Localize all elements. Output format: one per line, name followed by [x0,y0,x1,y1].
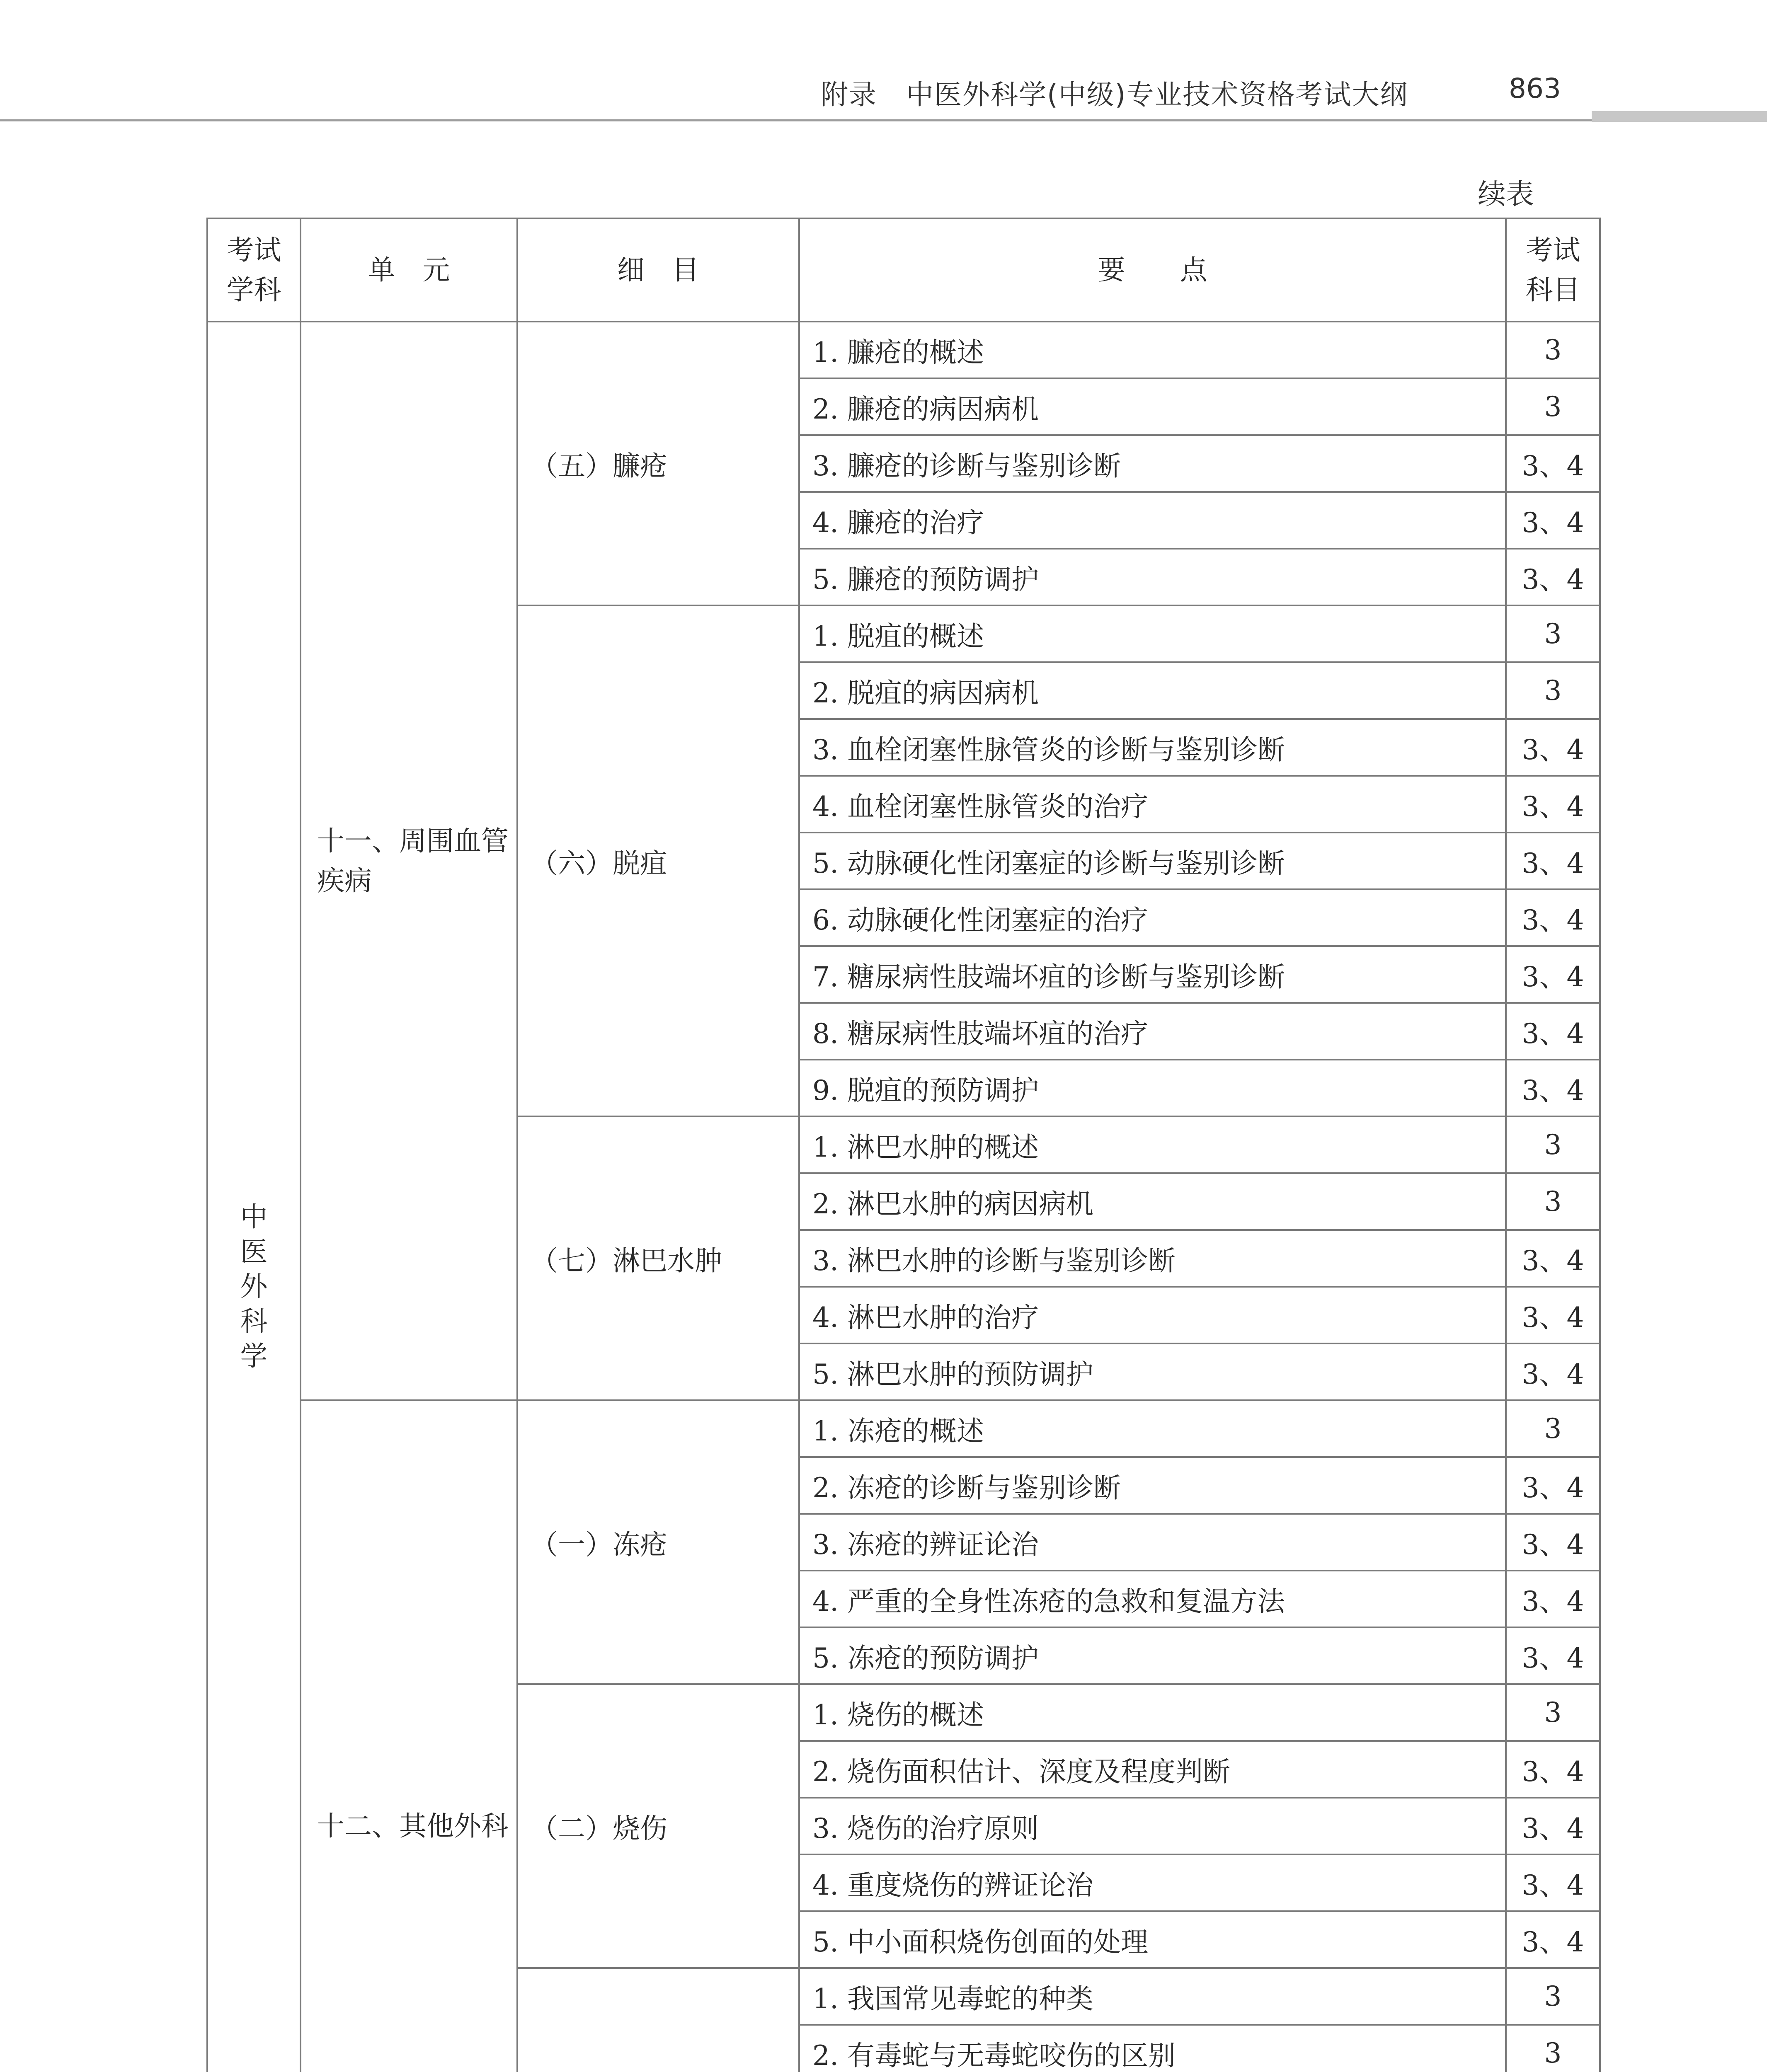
exam-code-cell: 3、4 [1506,1627,1600,1684]
point-cell: 3. 血栓闭塞性脉管炎的诊断与鉴别诊断 [799,719,1506,776]
point-cell: 1. 淋巴水肿的概述 [799,1116,1506,1173]
point-cell: 4. 臁疮的治疗 [799,492,1506,549]
subject-cell [207,322,301,2072]
col-header-subject: 考试学科 [207,218,301,322]
table-row [207,1400,1600,1457]
point-cell: 5. 淋巴水肿的预防调护 [799,1343,1506,1400]
point-cell: 2. 淋巴水肿的病因病机 [799,1173,1506,1230]
point-cell: 4. 严重的全身性冻疮的急救和复温方法 [799,1571,1506,1627]
header-section: 附录 [821,79,877,111]
running-header [821,73,1408,112]
point-cell: 1. 脱疽的概述 [799,605,1506,662]
detail-cell: （二）烧伤 [517,1684,799,1968]
exam-code-cell: 3、4 [1506,1741,1600,1798]
col-header-unit: 单 元 [301,218,517,322]
detail-cell: （七）淋巴水肿 [517,1116,799,1400]
table-row [207,322,1600,378]
exam-code-cell: 3、4 [1506,1514,1600,1571]
exam-code-cell: 3、4 [1506,1287,1600,1343]
table-header-row [207,218,1600,322]
point-cell: 3. 淋巴水肿的诊断与鉴别诊断 [799,1230,1506,1287]
point-cell: 8. 糖尿病性肢端坏疽的治疗 [799,1003,1506,1060]
point-cell: 5. 中小面积烧伤创面的处理 [799,1911,1506,1968]
col-header-detail: 细 目 [517,218,799,322]
exam-code-cell: 3、4 [1506,1854,1600,1911]
point-cell: 9. 脱疽的预防调护 [799,1060,1506,1116]
exam-code-cell: 3 [1506,1400,1600,1457]
exam-code-cell: 3 [1506,605,1600,662]
point-cell: 5. 动脉硬化性闭塞症的诊断与鉴别诊断 [799,833,1506,889]
exam-code-cell: 3 [1506,1173,1600,1230]
header-rule-accent [1592,111,1767,122]
detail-cell: （五）臁疮 [517,322,799,605]
exam-code-cell: 3 [1506,1684,1600,1741]
exam-code-cell: 3、4 [1506,1003,1600,1060]
header-title: 中医外科学(中级)专业技术资格考试大纲 [906,79,1408,111]
point-cell: 5. 冻疮的预防调护 [799,1627,1506,1684]
exam-code-cell: 3、4 [1506,1911,1600,1968]
exam-code-cell: 3、4 [1506,1457,1600,1514]
point-cell: 3. 臁疮的诊断与鉴别诊断 [799,435,1506,492]
header-rule [0,119,1592,121]
exam-code-cell: 3、4 [1506,719,1600,776]
exam-code-cell: 3 [1506,1968,1600,2025]
point-cell: 4. 血栓闭塞性脉管炎的治疗 [799,776,1506,833]
exam-code-cell: 3 [1506,2025,1600,2072]
exam-code-cell: 3 [1506,322,1600,378]
col-header-code: 考试科目 [1506,218,1600,322]
exam-code-cell: 3、4 [1506,1343,1600,1400]
subject-label: 中医外科学 [240,1201,268,1372]
exam-code-cell: 3、4 [1506,1230,1600,1287]
point-cell: 3. 烧伤的治疗原则 [799,1798,1506,1854]
point-cell: 6. 动脉硬化性闭塞症的治疗 [799,889,1506,946]
exam-code-cell: 3、4 [1506,946,1600,1003]
exam-code-cell: 3、4 [1506,1798,1600,1854]
point-cell: 2. 烧伤面积估计、深度及程度判断 [799,1741,1506,1798]
point-cell: 2. 脱疽的病因病机 [799,662,1506,719]
point-cell: 5. 臁疮的预防调护 [799,549,1506,605]
detail-cell: （六）脱疽 [517,605,799,1116]
exam-code-cell: 3、4 [1506,1571,1600,1627]
table-body [207,322,1600,2072]
unit-cell: 十二、其他外科 [301,1400,517,2072]
exam-code-cell: 3、4 [1506,549,1600,605]
exam-code-cell: 3 [1506,662,1600,719]
unit-cell: 十一、周围血管疾病 [301,322,517,1400]
point-cell: 2. 臁疮的病因病机 [799,378,1506,435]
exam-code-cell: 3、4 [1506,776,1600,833]
point-cell: 1. 我国常见毒蛇的种类 [799,1968,1506,2025]
exam-code-cell: 3、4 [1506,492,1600,549]
point-cell: 4. 重度烧伤的辨证论治 [799,1854,1506,1911]
exam-code-cell: 3 [1506,1116,1600,1173]
point-cell: 1. 烧伤的概述 [799,1684,1506,1741]
col-header-point: 要 点 [799,218,1506,322]
point-cell: 2. 有毒蛇与无毒蛇咬伤的区别 [799,2025,1506,2072]
point-cell: 4. 淋巴水肿的治疗 [799,1287,1506,1343]
continued-label: 续表 [1478,178,1534,211]
exam-code-cell: 3、4 [1506,889,1600,946]
detail-cell [517,1968,799,2072]
exam-code-cell: 3、4 [1506,833,1600,889]
point-cell: 1. 臁疮的概述 [799,322,1506,378]
detail-cell: （一）冻疮 [517,1400,799,1684]
point-cell: 3. 冻疮的辨证论治 [799,1514,1506,1571]
point-cell: 1. 冻疮的概述 [799,1400,1506,1457]
point-cell: 2. 冻疮的诊断与鉴别诊断 [799,1457,1506,1514]
syllabus-table [206,218,1601,2072]
point-cell: 7. 糖尿病性肢端坏疽的诊断与鉴别诊断 [799,946,1506,1003]
exam-code-cell: 3 [1506,378,1600,435]
exam-code-cell: 3、4 [1506,1060,1600,1116]
exam-code-cell: 3、4 [1506,435,1600,492]
page-number: 863 [1509,73,1561,104]
